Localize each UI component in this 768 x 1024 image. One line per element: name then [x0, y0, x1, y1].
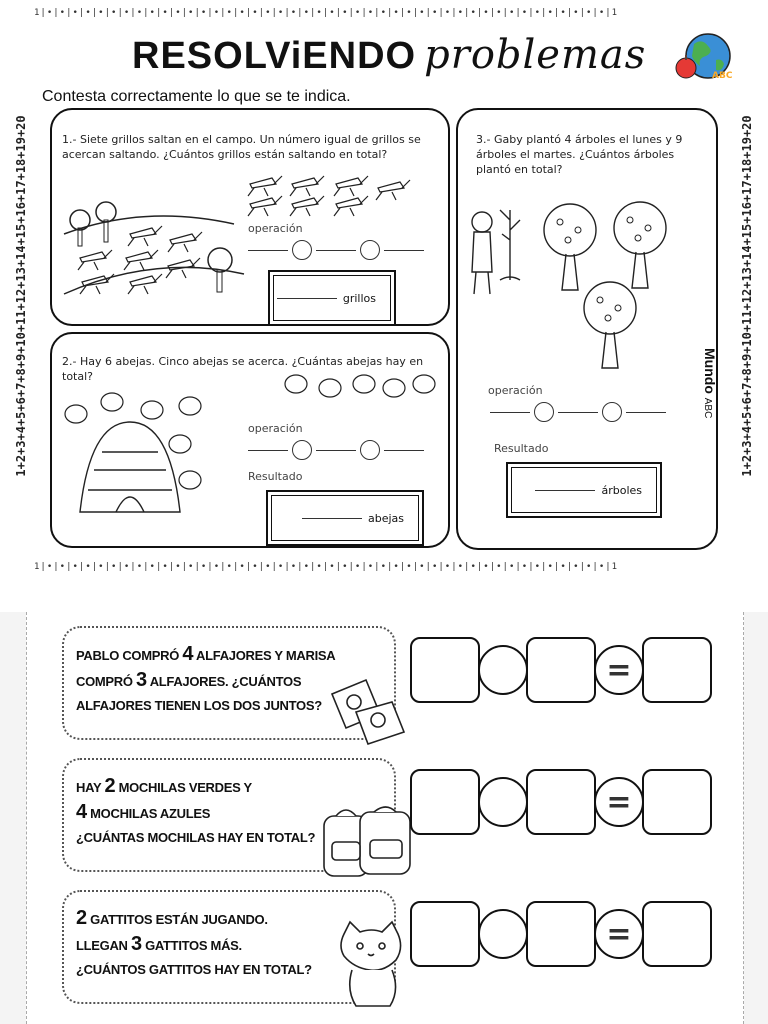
- operator-circle[interactable]: [534, 402, 554, 422]
- equation-row-1: [410, 638, 712, 702]
- operator-circle-1[interactable]: [478, 645, 528, 695]
- title-bold: RESOLViENDO: [132, 35, 417, 77]
- dotted-border-bottom: 1|•|•|•|•|•|•|•|•|•|•|•|•|•|•|•|•|•|•|•|•|•|•|•|•|•|•|•|•|•|•|•|•|•|•|•|•|•|•|•|•|•|•|•|•|1: [34, 562, 619, 572]
- problem-3-result-box[interactable]: [506, 462, 662, 518]
- brand-label: Mundo ABC: [702, 348, 718, 419]
- problem-3-op-label: operación: [488, 384, 543, 397]
- problem-3-text: 3.- Gaby plantó 4 árboles el lunes y 9 árboles el martes. ¿Cuántos árboles plantó en total?: [476, 133, 683, 176]
- svg-text:ABC: ABC: [712, 71, 732, 81]
- kitten-icon: [330, 918, 414, 1014]
- addend-box-6[interactable]: [526, 901, 596, 967]
- problem-1-operation[interactable]: [248, 238, 424, 262]
- problem-bubble-3-text: 2 GATTITOS ESTÁN JUGANDO. LLEGAN 3 GATTITOS MÁS. ¿CUÁNTOS GATTITOS HAY EN TOTAL?: [76, 907, 312, 977]
- equation-row-2: [410, 770, 712, 834]
- problem-2-result-label: Resultado: [248, 470, 303, 483]
- addend-box-4[interactable]: [526, 769, 596, 835]
- equals-sign-3: =: [594, 909, 644, 959]
- problem-2-text: 2.- Hay 6 abejas. Cinco abejas se acerca. ¿Cuántas abejas hay en total?: [62, 355, 424, 383]
- problem-2-result-box[interactable]: [266, 490, 424, 546]
- problem-3-box: [456, 108, 718, 550]
- problem-1-unit: grillos: [342, 291, 376, 305]
- addend-box-2[interactable]: [526, 637, 596, 703]
- problem-3-result-label: Resultado: [494, 442, 549, 455]
- problem-1-text: 1.- Siete grillos saltan en el campo. Un número igual de grillos se acercan saltando. ¿Cuántos grillos están saltando en total?: [62, 133, 421, 161]
- worksheet-resolviendo-problemas: [12, 8, 756, 586]
- problem-2-unit: abejas: [367, 511, 404, 525]
- equals-sign-1: =: [594, 645, 644, 695]
- dotted-border-top: 1|•|•|•|•|•|•|•|•|•|•|•|•|•|•|•|•|•|•|•|•|•|•|•|•|•|•|•|•|•|•|•|•|•|•|•|•|•|•|•|•|•|•|•|•|1: [34, 8, 619, 18]
- problem-3-operation[interactable]: [490, 400, 666, 424]
- equals-sign-2: =: [594, 777, 644, 827]
- worksheet-addition-problems: [0, 612, 768, 1024]
- operator-circle-2[interactable]: [478, 777, 528, 827]
- girl-planting-trees-illustration: [460, 200, 714, 380]
- equals-circle[interactable]: [602, 402, 622, 422]
- problem-1-result-box[interactable]: [268, 270, 396, 326]
- equals-circle[interactable]: [360, 240, 380, 260]
- operator-circle[interactable]: [292, 440, 312, 460]
- problem-2-op-label: operación: [248, 422, 303, 435]
- equals-circle[interactable]: [360, 440, 380, 460]
- title-script: problemas: [424, 32, 647, 78]
- equation-row-3: [410, 902, 712, 966]
- problem-1-box: [50, 108, 450, 326]
- addend-box-1[interactable]: [410, 637, 480, 703]
- problem-bubble-1-text: PABLO COMPRÓ 4 ALFAJORES Y MARISA COMPRÓ 3 ALFAJORES. ¿CUÁNTOS ALFAJORES TIENEN LOS DOS JUNTOS?: [76, 643, 336, 713]
- sum-box-3[interactable]: [642, 901, 712, 967]
- sum-box-1[interactable]: [642, 637, 712, 703]
- addend-box-5[interactable]: [410, 901, 480, 967]
- alfajores-icon: [326, 674, 416, 748]
- operator-circle[interactable]: [292, 240, 312, 260]
- worksheet-title: [132, 32, 646, 78]
- operator-circle-3[interactable]: [478, 909, 528, 959]
- backpacks-icon: [320, 802, 416, 884]
- problem-2-box: [50, 332, 450, 548]
- problem-3-unit: árboles: [601, 483, 642, 497]
- problem-bubble-2-text: HAY 2 MOCHILAS VERDES Y 4 MOCHILAS AZULES ¿CUÁNTAS MOCHILAS HAY EN TOTAL?: [76, 775, 316, 845]
- number-border-right: 1+2+3+4+5+6+7+8+9+10+11+12+13+14+15+16+17+18+19+20: [740, 115, 754, 477]
- globe-logo-icon: [672, 30, 732, 86]
- number-border-left: 1+2+3+4+5+6+7+8+9+10+11+12+13+14+15+16+17+18+19+20: [14, 115, 28, 477]
- sum-box-2[interactable]: [642, 769, 712, 835]
- problem-2-operation[interactable]: [248, 438, 424, 462]
- instruction-text: Contesta correctamente lo que se te indica.: [42, 88, 351, 105]
- addend-box-3[interactable]: [410, 769, 480, 835]
- problem-1-op-label: operación: [248, 222, 303, 235]
